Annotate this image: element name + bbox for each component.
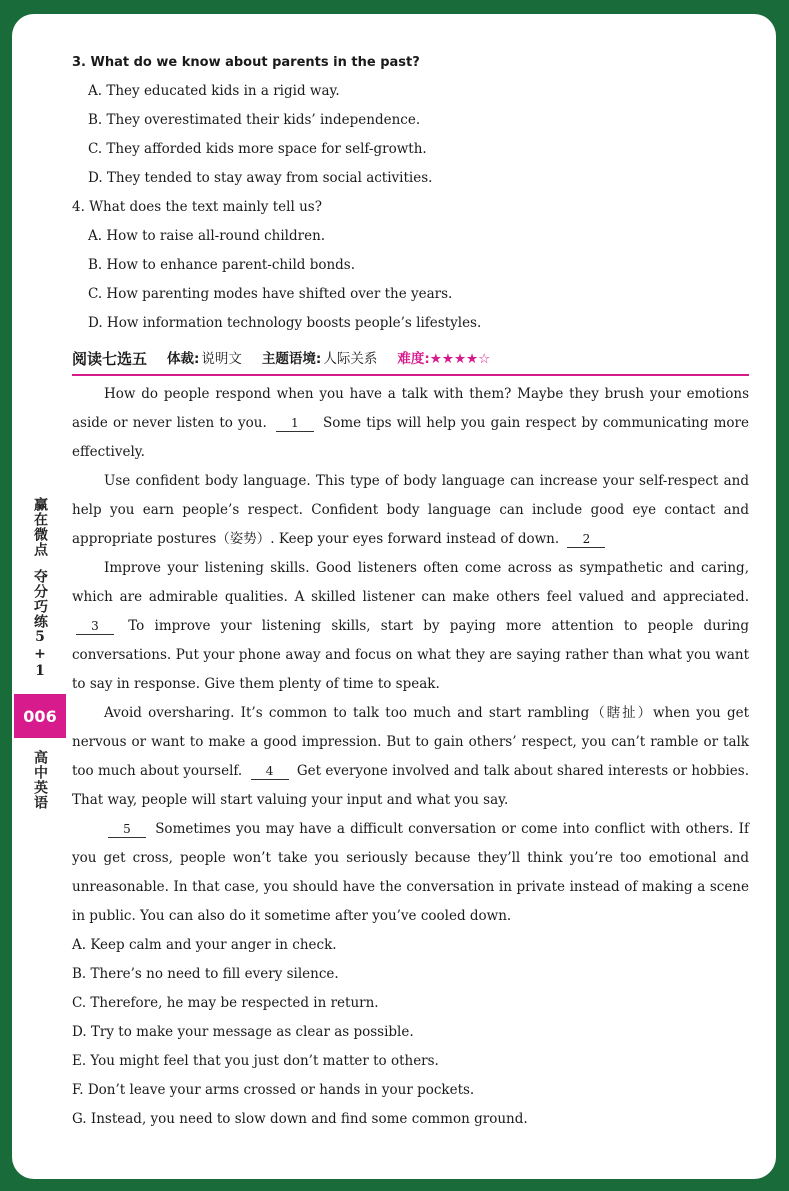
difficulty-label: 难度: <box>397 350 430 367</box>
blank-1[interactable]: 1 <box>276 415 314 432</box>
choice-item: G. Instead, you need to slow down and find some common ground. <box>72 1111 528 1127</box>
difficulty-stars: ★★★★☆ <box>429 350 491 367</box>
option-item: D. How information technology boosts people’s lifestyles. <box>88 315 482 331</box>
option-item: B. How to enhance parent-child bonds. <box>88 257 356 273</box>
choice-item: D. Try to make your message as clear as possible. <box>72 1024 414 1040</box>
blank-2[interactable]: 2 <box>567 531 605 548</box>
passage-paragraph: Avoid oversharing. It’s common to talk too much and start rambling（瞎扯）when you get nervous or want to make a good impression. But to gain others’ respect, you can’t ramble or talk too much about yourself. 4 Get everyone involved and talk about shared interests or hobbies. That way, people will start valuing your input and what you say. <box>72 705 750 808</box>
choice-list <box>72 931 749 1134</box>
question-stem: 4. What does the text mainly tell us? <box>72 199 322 215</box>
option-item: B. They overestimated their kids’ independence. <box>88 112 421 128</box>
sidebar-subtitle: 夺分巧练5+1 <box>32 569 48 680</box>
choice-item: C. Therefore, he may be respected in return. <box>72 995 379 1011</box>
option-item: A. How to raise all-round children. <box>88 228 326 244</box>
passage-paragraph: Use confident body language. This type of body language can increase your self-respect and help you earn people’s respect. Confident body language can include good eye contact and appropriate postures（姿势）. Keep your eyes forward instead of down. 2 <box>72 473 749 547</box>
blank-3[interactable]: 3 <box>76 618 114 635</box>
option-item: D. They tended to stay away from social activities. <box>88 170 433 186</box>
blank-5[interactable]: 5 <box>108 821 146 838</box>
blank-4[interactable]: 4 <box>251 763 289 780</box>
sidebar <box>14 493 66 810</box>
genre-label: 体裁: <box>167 350 200 367</box>
option-item: C. They afforded kids more space for self-growth. <box>88 141 427 157</box>
sidebar-subject: 高中英语 <box>32 750 48 810</box>
choice-item: F. Don’t leave your arms crossed or hands in your pockets. <box>72 1082 475 1098</box>
option-item: C. How parenting modes have shifted over the years. <box>88 286 453 302</box>
passage-paragraph: Improve your listening skills. Good listeners often come across as sympathetic and caring, which are admirable qualities. A skilled listener can make others feel valued and appreciated. 3 To improve your listening skills, start by paying more attention to people during conversations. Put your phone away and focus on what they are saying rather than what you want to say in response. Give them plenty of time to speak. <box>72 560 749 692</box>
question-block <box>72 48 749 193</box>
choice-item: A. Keep calm and your anger in check. <box>72 937 337 953</box>
section-header <box>72 344 749 376</box>
section-title: 阅读七选五 <box>72 349 148 368</box>
genre-value: 说明文 <box>201 350 242 367</box>
choice-item: B. There’s no need to fill every silence. <box>72 966 339 982</box>
choice-item: E. You might feel that you just don’t matter to others. <box>72 1053 439 1069</box>
option-item: A. They educated kids in a rigid way. <box>88 83 340 99</box>
main-content <box>72 48 749 1134</box>
theme-value: 人际关系 <box>323 350 378 367</box>
question-stem: 3. What do we know about parents in the past? <box>72 55 420 70</box>
page-number: 006 <box>14 694 66 738</box>
sidebar-series-title: 赢在微点 <box>32 497 48 557</box>
question-block <box>72 193 749 338</box>
theme-label: 主题语境: <box>261 350 322 367</box>
passage <box>72 380 749 931</box>
passage-paragraph: How do people respond when you have a talk with them? Maybe they brush your emotions aside or never listen to you. 1 Some tips will help you gain respect by communicating more effectively. <box>72 386 749 460</box>
passage-paragraph: 5 Sometimes you may have a difficult conversation or come into conflict with others. If you get cross, people won’t take you seriously because they’ll think you’re too emotional and unreasonable. In that case, you should have the conversation in private instead of making a scene in public. You can also do it sometime after you’ve cooled down. <box>72 821 749 924</box>
